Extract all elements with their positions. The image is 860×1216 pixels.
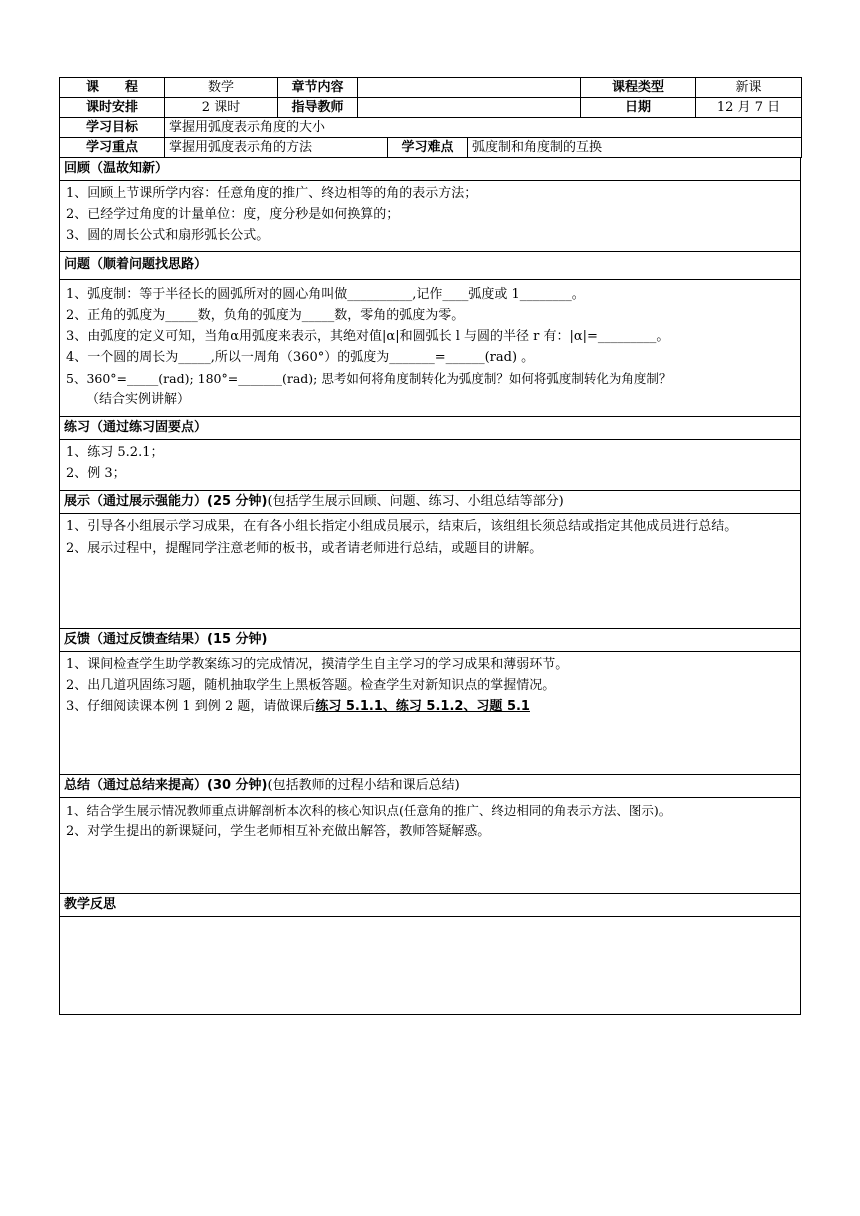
header-table xyxy=(59,77,802,118)
feedback-body xyxy=(60,652,800,774)
chapter-value xyxy=(358,78,581,98)
feedback-line-1: 1、课间检查学生助学教案练习的完成情况，摸清学生自主学习的学习成果和薄弱环节。 xyxy=(66,657,569,672)
difficulty-label: 学习难点 xyxy=(388,138,468,158)
summary-section xyxy=(59,775,801,894)
reflection-title-text: 教学反思 xyxy=(64,897,117,912)
goal-table xyxy=(59,118,802,138)
practice-body xyxy=(60,440,800,490)
show-title-note: (包括学生展示回顾、问题、练习、小组总结等部分) xyxy=(267,494,564,509)
difficulty-value: 弧度制和角度制的互换 xyxy=(468,138,802,158)
questions-title-text: 问题（顺着问题找思路） xyxy=(64,257,208,272)
date-label: 日期 xyxy=(581,98,696,118)
teacher-label: 指导教师 xyxy=(278,98,358,118)
practice-title xyxy=(60,417,800,440)
review-title-text: 回顾（温故知新） xyxy=(64,161,169,176)
course-value: 数学 xyxy=(165,78,278,98)
question-line-1: 1、弧度制：等于半径长的圆弧所对的圆心角叫做__________,记作____弧度或 1________。 xyxy=(66,287,585,302)
summary-body xyxy=(60,798,800,893)
show-title xyxy=(60,491,800,514)
questions-section xyxy=(59,252,801,417)
question-line-6: （结合实例讲解） xyxy=(86,392,191,407)
reflection-body xyxy=(60,917,800,1014)
question-line-2: 2、正角的弧度为_____数，负角的弧度为_____数，零角的弧度为零。 xyxy=(66,308,465,323)
lesson-plan-document xyxy=(59,77,801,1015)
chapter-label: 章节内容 xyxy=(278,78,358,98)
hours-label: 课时安排 xyxy=(60,98,165,118)
show-title-text: 展示（通过展示强能力）(25 分钟) xyxy=(64,494,268,509)
teacher-value xyxy=(358,98,581,118)
summary-title-note: (包括教师的过程小结和课后总结) xyxy=(267,778,460,793)
show-section xyxy=(59,491,801,629)
feedback-title xyxy=(60,629,800,652)
practice-line-2: 2、例 3； xyxy=(66,466,126,481)
feedback-line-3-text: 3、仔细阅读课本例 1 到例 2 题，请做课后 xyxy=(66,699,316,714)
show-body xyxy=(60,514,800,628)
date-value: 12 月 7 日 xyxy=(696,98,802,118)
reflection-section xyxy=(59,894,801,1015)
question-line-3: 3、由弧度的定义可知，当角α用弧度来表示，其绝对值|α|和圆弧长 l 与圆的半径 r 有：|α|=_________。 xyxy=(66,329,670,344)
header-row-1 xyxy=(60,78,802,98)
feedback-line-2: 2、出几道巩固练习题，随机抽取学生上黑板答题。检查学生对新知识点的掌握情况。 xyxy=(66,678,556,693)
course-type-label: 课程类型 xyxy=(581,78,696,98)
course-type-value: 新课 xyxy=(696,78,802,98)
header-row-2 xyxy=(60,98,802,118)
review-line-3: 3、圆的周长公式和扇形弧长公式。 xyxy=(66,228,270,243)
feedback-section xyxy=(59,629,801,775)
questions-title xyxy=(60,252,800,280)
practice-section xyxy=(59,417,801,491)
summary-line-2: 2、对学生提出的新课疑问，学生老师相互补充做出解答，教师答疑解惑。 xyxy=(66,824,491,839)
goal-row xyxy=(60,118,802,138)
review-line-1: 1、回顾上节课所学内容：任意角度的推广、终边相等的角的表示方法； xyxy=(66,186,478,201)
focus-row xyxy=(60,138,802,158)
focus-label: 学习重点 xyxy=(60,138,165,158)
feedback-line-3 xyxy=(66,696,794,717)
show-line-2: 2、展示过程中，提醒同学注意老师的板书，或者请老师进行总结，或题目的讲解。 xyxy=(66,541,543,556)
hours-value: 2 课时 xyxy=(165,98,278,118)
goal-label: 学习目标 xyxy=(60,118,165,138)
summary-title xyxy=(60,775,800,798)
question-line-5: 5、360°=_____(rad); 180°=_______(rad); 思考如何将角度制转化为弧度制？如何将弧度制转化为角度制？ xyxy=(66,371,672,386)
review-body xyxy=(60,181,800,251)
course-label: 课 程 xyxy=(60,78,165,98)
summary-title-text: 总结（通过总结来提高）(30 分钟) xyxy=(64,778,268,793)
review-section xyxy=(59,158,801,252)
questions-body xyxy=(60,280,800,416)
practice-title-text: 练习（通过练习固要点） xyxy=(64,420,208,435)
feedback-title-text: 反馈（通过反馈查结果）(15 分钟) xyxy=(64,632,268,647)
summary-line-1: 1、结合学生展示情况教师重点讲解剖析本次科的核心知识点(任意角的推广、终边相同的角表示方法、图示)。 xyxy=(66,803,672,818)
question-line-4: 4、一个圆的周长为_____,所以一周角（360°）的弧度为_______=______(rad) 。 xyxy=(66,350,535,365)
review-line-2: 2、已经学过角度的计量单位：度，度分秒是如何换算的； xyxy=(66,207,400,222)
reflection-title xyxy=(60,894,800,917)
show-line-1: 1、引导各小组展示学习成果，在有各小组长指定小组成员展示，结束后，该组组长须总结或指定其他成员进行总结。 xyxy=(66,519,738,534)
feedback-exercises-link: 练习 5.1.1、练习 5.1.2、习题 5.1 xyxy=(315,699,530,714)
focus-value: 掌握用弧度表示角的方法 xyxy=(165,138,388,158)
focus-table xyxy=(59,138,802,158)
review-title xyxy=(60,158,800,181)
practice-line-1: 1、练习 5.2.1； xyxy=(66,445,164,460)
goal-value: 掌握用弧度表示角度的大小 xyxy=(165,118,802,138)
